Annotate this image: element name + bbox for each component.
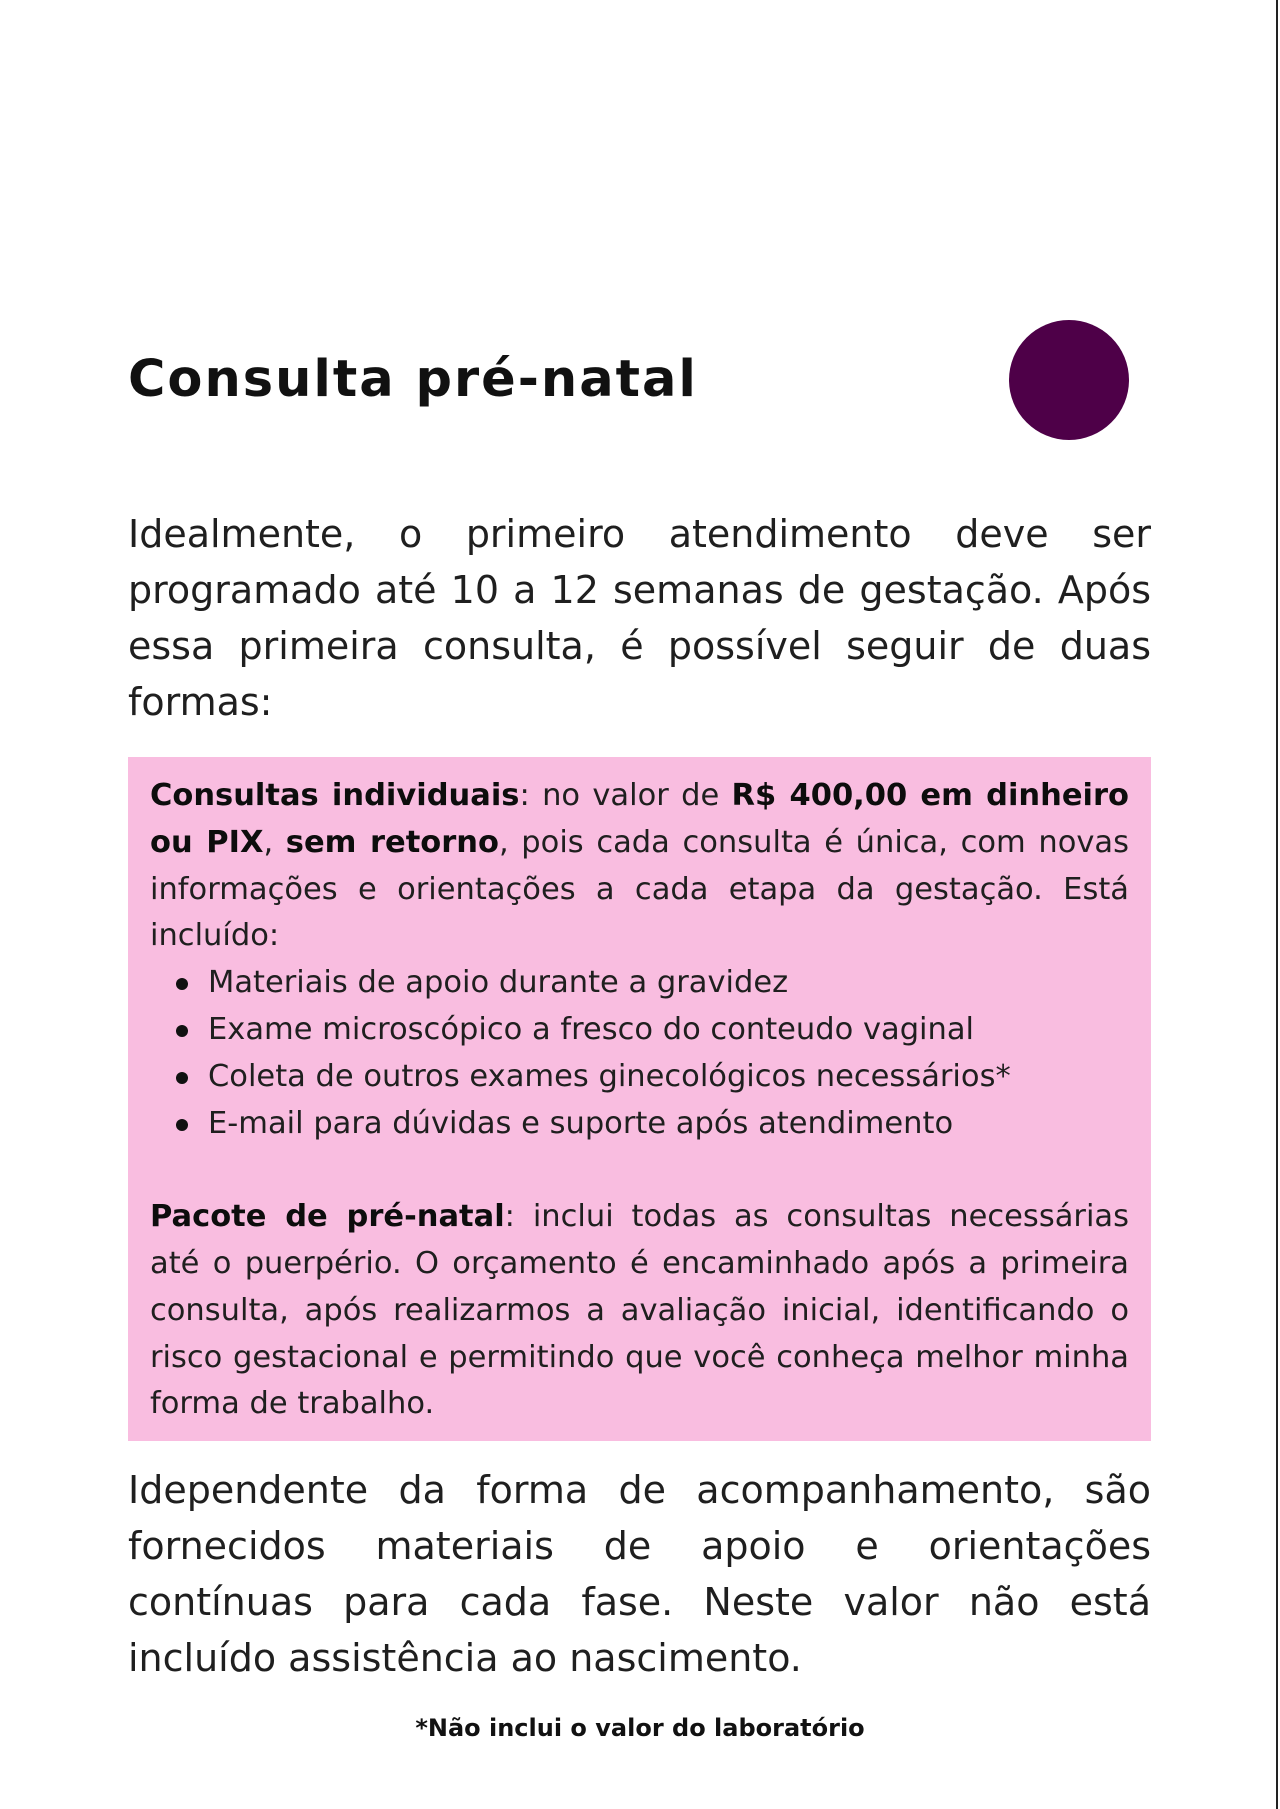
bullet-icon bbox=[176, 1119, 188, 1131]
list-item-text: Exame microscópico a fresco do conteudo vaginal bbox=[208, 1011, 975, 1047]
individual-text-3: , pois cada consulta é única, com novas informações e orientações a cada etapa da gestação. Está incluído: bbox=[150, 824, 1129, 954]
package-text: : inclui todas as consultas necessárias até o puerpério. O orçamento é encaminhado após a primeira consulta, após realizarmos a avaliação inicial, identificando o risco gestacional e permitindo que você conheça melhor minha forma de trabalho. bbox=[150, 1199, 1129, 1422]
bullet-icon bbox=[176, 978, 188, 990]
bullet-icon bbox=[176, 1025, 188, 1037]
list-item bbox=[208, 960, 1129, 1007]
package-label: Pacote de pré-natal bbox=[150, 1199, 505, 1235]
no-return-text: sem retorno bbox=[285, 824, 499, 860]
list-item bbox=[208, 1101, 1129, 1148]
individual-consult-label: Consultas individuais bbox=[150, 778, 520, 813]
list-item-text: Materiais de apoio durante a gravidez bbox=[208, 965, 789, 1001]
list-item-text: Coleta de outros exames ginecológicos necessários* bbox=[208, 1058, 1011, 1094]
included-items-list bbox=[150, 960, 1129, 1147]
closing-paragraph: Idependente da forma de acompanhamento, são fornecidos materiais de apoio e orientações contínuas para cada fase. Neste valor não está incluído assistência ao nascimento. bbox=[128, 1468, 1151, 1680]
individual-consult-paragraph bbox=[150, 773, 1129, 960]
pricing-box bbox=[128, 757, 1151, 1441]
individual-text-2: , bbox=[263, 824, 286, 860]
list-item bbox=[208, 1007, 1129, 1054]
list-item-text: E-mail para dúvidas e suporte após atendimento bbox=[208, 1105, 954, 1141]
section-spacer bbox=[150, 1147, 1129, 1194]
price-text: R$ 400,00 em dinheiro ou PIX bbox=[150, 778, 1129, 860]
page-edge-line bbox=[1276, 0, 1278, 1809]
bullet-icon bbox=[176, 1072, 188, 1084]
page-title: Consulta pré-natal bbox=[128, 350, 698, 409]
individual-text-1: : no valor de bbox=[519, 778, 732, 813]
list-item bbox=[208, 1054, 1129, 1101]
footnote: *Não inclui o valor do laboratório bbox=[415, 1714, 865, 1742]
intro-paragraph: Idealmente, o primeiro atendimento deve ser programado até 10 a 12 semanas de gestação. Após essa primeira consulta, é possível seguir de duas formas: bbox=[128, 512, 1151, 724]
package-paragraph bbox=[150, 1194, 1129, 1428]
accent-dot bbox=[1009, 320, 1129, 440]
